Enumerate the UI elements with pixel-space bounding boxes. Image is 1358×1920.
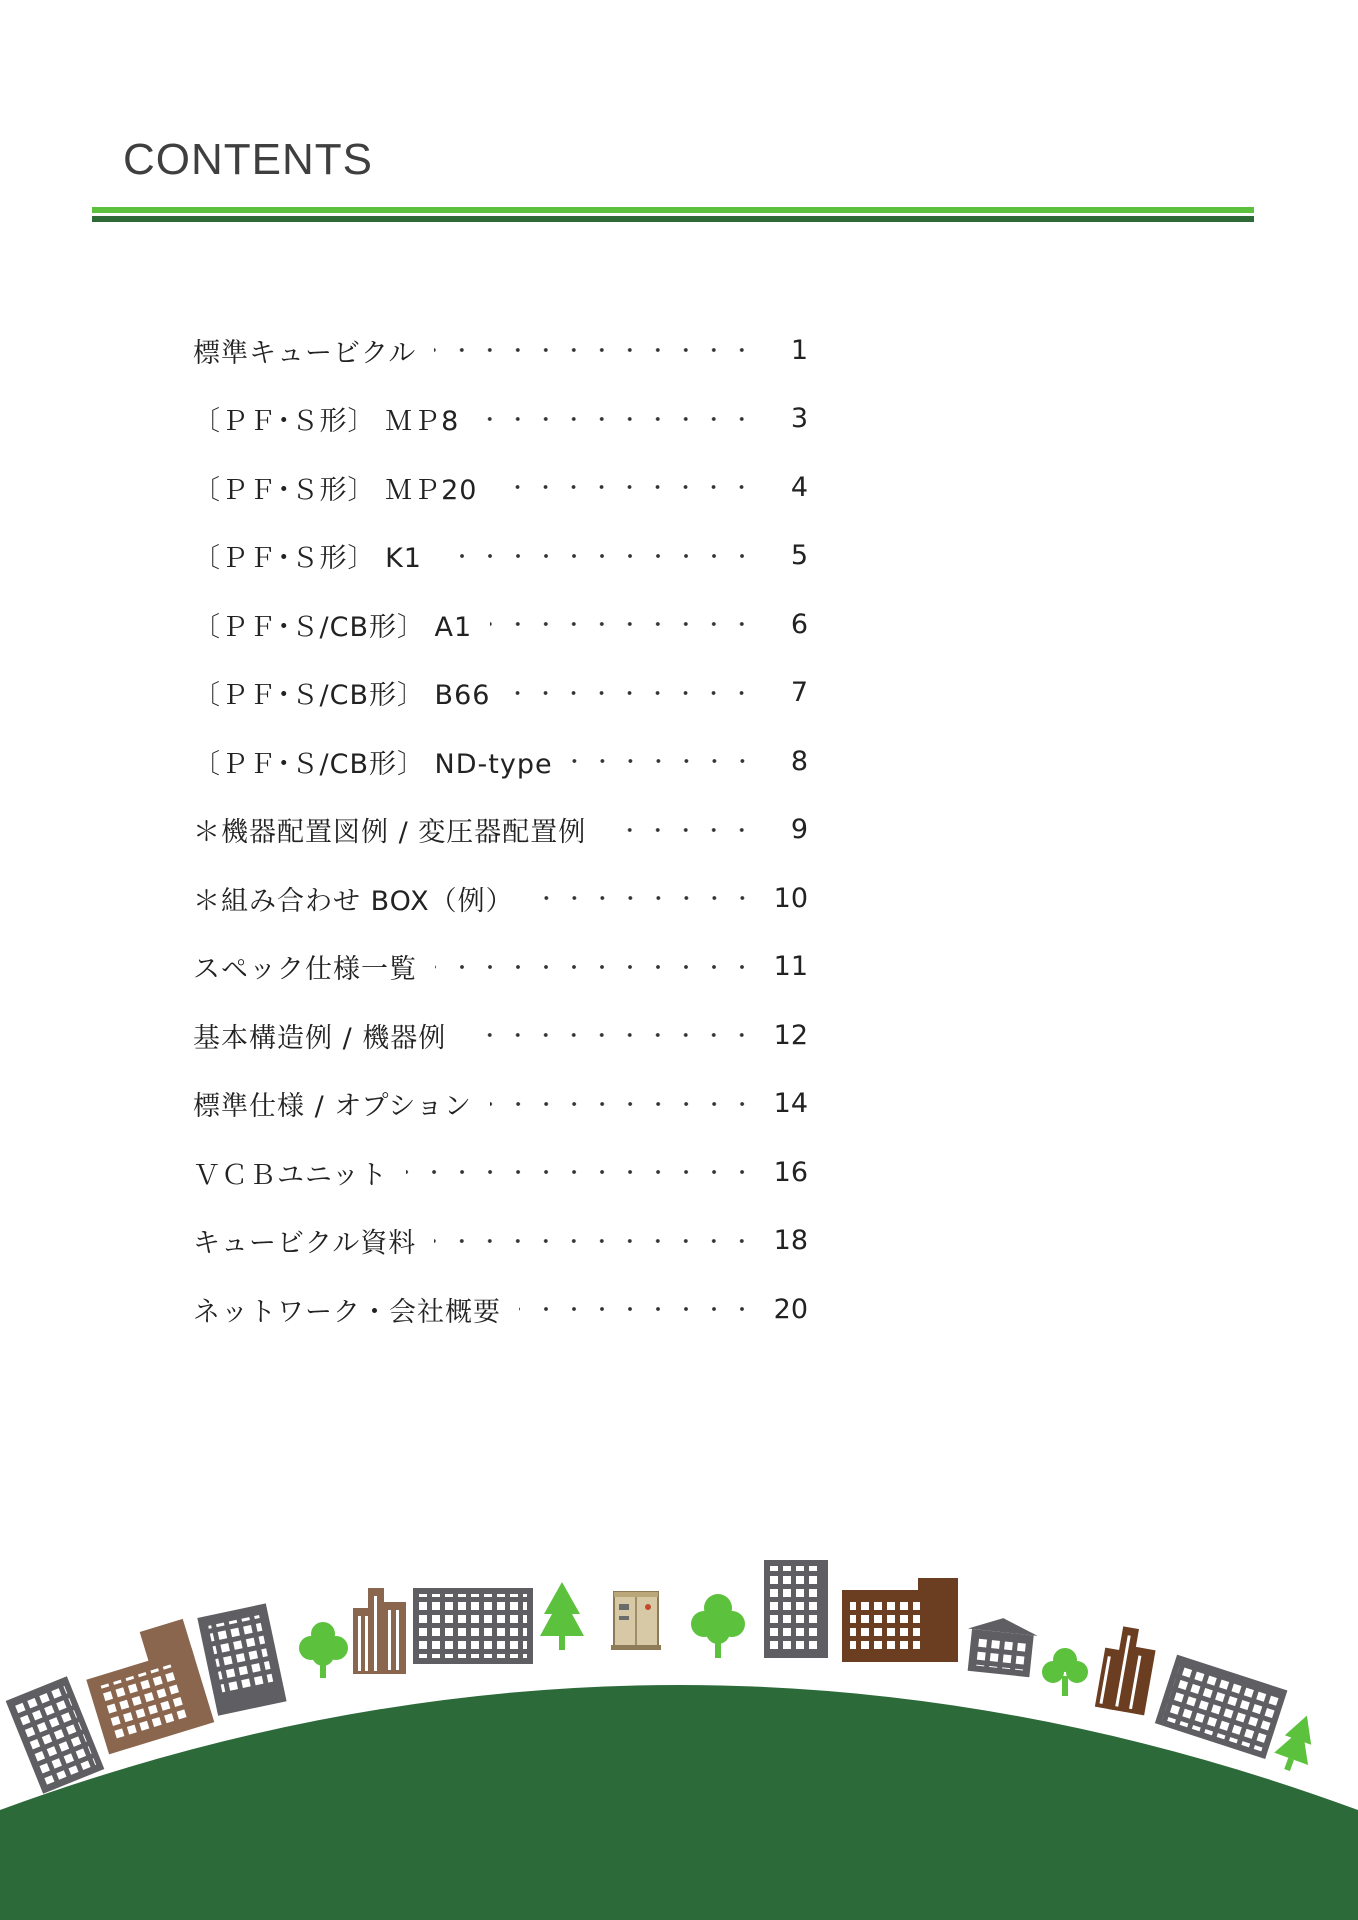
dot-leader	[434, 1239, 756, 1243]
toc-page-number: 10	[773, 882, 808, 914]
toc-item[interactable]	[193, 1001, 808, 1070]
toc-item[interactable]	[193, 522, 808, 591]
toc-item[interactable]	[193, 590, 808, 659]
toc-item[interactable]	[193, 1070, 808, 1139]
toc-page-number: 3	[790, 403, 808, 435]
toc-page-number: 4	[790, 471, 808, 503]
dot-leader	[532, 896, 756, 900]
toc-label: 〔ＰＦ･Ｓ形〕 K1	[193, 543, 422, 575]
page-title: CONTENTS	[123, 135, 373, 184]
toc-label: スペック仕様一覧	[193, 954, 417, 986]
toc-label: 〔ＰＦ･Ｓ形〕 ＭＰ8	[193, 406, 460, 438]
toc-page-number: 6	[790, 608, 808, 640]
toc-label: 標準仕様 / オプション	[193, 1091, 472, 1123]
toc-item[interactable]	[193, 453, 808, 522]
office-building-icon	[1155, 1655, 1288, 1759]
table-of-contents	[193, 316, 808, 1344]
toc-label: ネットワーク・会社概要	[193, 1296, 501, 1328]
toc-page-number: 16	[773, 1156, 808, 1188]
tree-icon	[540, 1582, 584, 1650]
toc-page-number: 18	[773, 1225, 808, 1257]
toc-label: 基本構造例 / 機器例	[193, 1022, 447, 1054]
office-building-icon	[197, 1603, 286, 1715]
toc-page-number: 11	[773, 951, 808, 983]
toc-page-number: 9	[790, 814, 808, 846]
toc-item[interactable]	[193, 316, 808, 385]
toc-label: ＶＣＢユニット	[193, 1159, 388, 1191]
toc-label: キュービクル資料	[193, 1228, 417, 1260]
toc-label: ＊組み合わせ BOX（例）	[193, 885, 514, 917]
toc-label: 〔ＰＦ･Ｓ形〕 ＭＰ20	[193, 474, 478, 506]
dot-leader	[435, 965, 756, 969]
toc-item[interactable]	[193, 1138, 808, 1207]
dot-leader	[477, 417, 756, 421]
toc-page-number: 1	[790, 334, 808, 366]
title-underline-light	[92, 207, 1254, 213]
tree-icon	[299, 1622, 348, 1678]
toc-item[interactable]	[193, 385, 808, 454]
toc-item[interactable]	[193, 659, 808, 728]
tree-icon	[1270, 1709, 1324, 1776]
dot-leader	[490, 622, 756, 626]
toc-label: 〔ＰＦ･Ｓ/CB形〕 ND-type	[193, 748, 553, 780]
toc-page-number: 5	[790, 540, 808, 572]
dot-leader	[508, 691, 756, 695]
dot-leader	[571, 759, 756, 763]
dot-leader	[440, 554, 756, 558]
dot-leader	[490, 1102, 756, 1106]
city-illustration	[0, 1540, 1358, 1920]
office-building-icon	[353, 1588, 406, 1674]
toc-item[interactable]	[193, 1207, 808, 1276]
office-building-icon	[413, 1588, 533, 1664]
toc-item[interactable]	[193, 727, 808, 796]
dot-leader	[604, 828, 756, 832]
toc-page-number: 8	[790, 745, 808, 777]
toc-page-number: 7	[790, 677, 808, 709]
office-building-icon	[842, 1578, 958, 1662]
office-building-icon	[78, 1619, 215, 1754]
toc-page-number: 12	[773, 1019, 808, 1051]
tree-icon	[1042, 1648, 1088, 1696]
dot-leader	[495, 485, 756, 489]
toc-item[interactable]	[193, 864, 808, 933]
toc-label: 〔ＰＦ･Ｓ/CB形〕 A1	[193, 611, 473, 643]
cubicle-icon	[611, 1592, 661, 1650]
toc-item[interactable]	[193, 933, 808, 1002]
office-building-icon	[6, 1676, 105, 1793]
toc-label: 〔ＰＦ･Ｓ/CB形〕 B66	[193, 680, 491, 712]
office-building-icon	[764, 1560, 828, 1658]
dot-leader	[406, 1170, 756, 1174]
toc-page-number: 14	[773, 1088, 808, 1120]
toc-item[interactable]	[193, 796, 808, 865]
office-building-icon	[1095, 1624, 1159, 1715]
dot-leader	[519, 1307, 756, 1311]
toc-label: 標準キュービクル	[193, 337, 417, 369]
dot-leader	[434, 348, 756, 352]
title-underline-dark	[92, 216, 1254, 222]
toc-label: ＊機器配置図例 / 変圧器配置例	[193, 817, 587, 849]
dot-leader	[464, 1033, 756, 1037]
tree-icon	[691, 1594, 745, 1658]
toc-page-number: 20	[773, 1293, 808, 1325]
office-building-icon	[964, 1615, 1039, 1678]
toc-item[interactable]	[193, 1275, 808, 1344]
